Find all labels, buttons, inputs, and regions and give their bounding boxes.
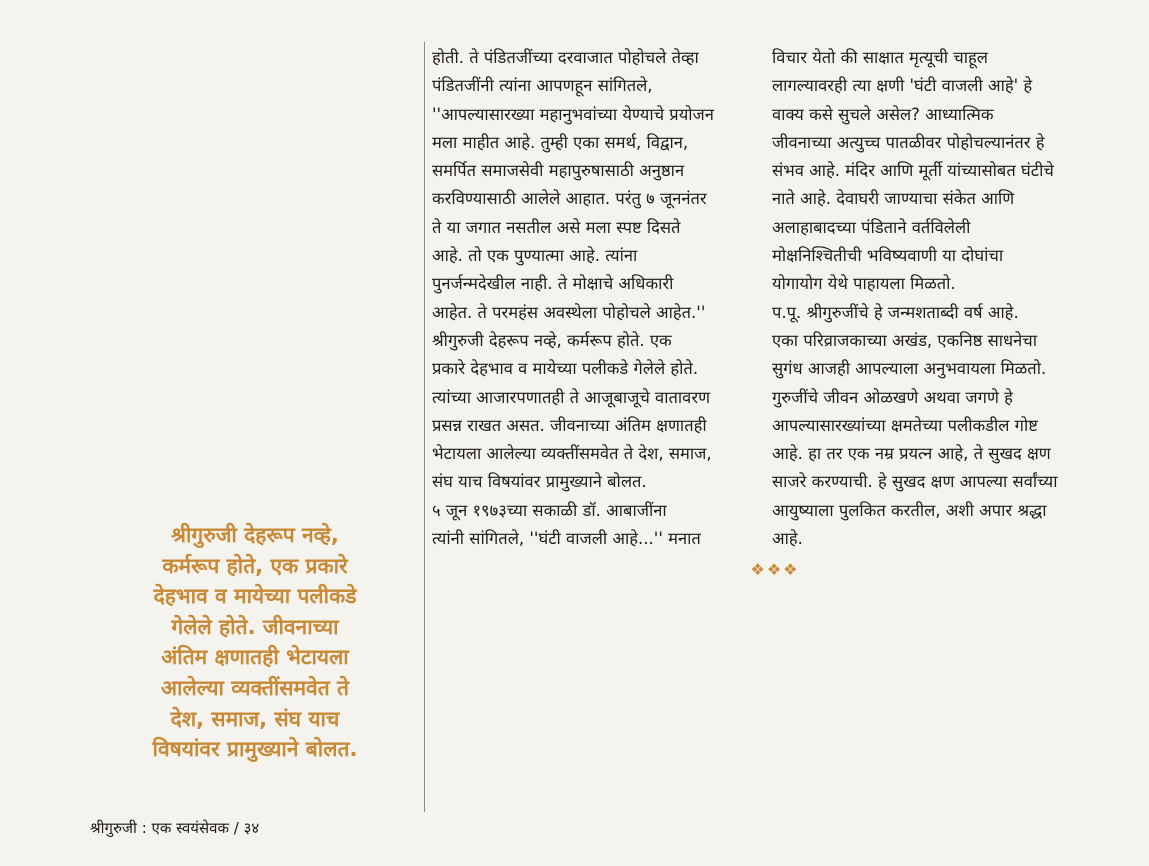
- text-line: आपल्यासारख्यांच्या क्षमतेच्या पलीकडील गोष्ट: [772, 415, 1038, 435]
- pull-quote-line: देश, समाज, संघ याच: [170, 706, 340, 731]
- text-line: विचार येतो की साक्षात मृत्यूची चाहूल: [772, 48, 988, 67]
- text-line: संघ याच विषयांवर प्रामुख्याने बोलत.: [432, 472, 647, 492]
- text-line: पंडितजींनी त्यांना आपणहून सांगितले,: [432, 76, 653, 96]
- text-line: नाते आहे. देवाघरी जाण्याचा संकेत आणि: [772, 189, 1015, 209]
- text-line: करविण्यासाठी आलेले आहात. परंतु ७ जूननंतर: [432, 189, 707, 209]
- text-line: संभव आहे. मंदिर आणि मूर्ती यांच्यासोबत घंटीचे: [772, 161, 1054, 181]
- text-column-right: [772, 44, 1117, 553]
- text-line: भेटायला आलेल्या व्यक्तींसमवेत ते देश, समाज,: [432, 444, 712, 464]
- text-line: प्रसन्न राखत असत. जीवनाच्या अंतिम क्षणातही: [432, 415, 707, 435]
- column-divider: [424, 42, 425, 812]
- text-line: सुगंध आजही आपल्याला अनुभवायला मिळतो.: [772, 359, 1047, 379]
- text-line: आयुष्याला पुलकित करतील, अशी अपार श्रद्धा: [772, 500, 1047, 520]
- text-line: त्यांच्या आजारपणातही ते आजूबाजूचे वातावरण: [432, 387, 711, 407]
- page-footer: श्रीगुरुजी : एक स्वयंसेवक / ३४: [90, 819, 260, 837]
- text-line: ''आपल्यासारख्या महानुभवांच्या येण्याचे प्रयोजन: [432, 104, 714, 124]
- text-line: मला माहीत आहे. तुम्ही एका समर्थ, विद्वान,: [432, 132, 689, 152]
- pull-quote-line: देहभाव व मायेच्या पलीकडे: [153, 584, 357, 609]
- pull-quote-line: विषयांवर प्रामुख्याने बोलत.: [152, 737, 358, 762]
- pull-quote-line: आलेल्या व्यक्तींसमवेत ते: [161, 675, 349, 700]
- text-line: जीवनाच्या अत्युच्च पातळीवर पोहोचल्यानंतर हे: [772, 132, 1045, 152]
- text-line: गुरुजींचे जीवन ओळखणे अथवा जगणे हे: [772, 387, 1013, 407]
- text-line: वाक्य कसे सुचले असेल? आध्यात्मिक: [772, 104, 994, 124]
- text-line: आहे.: [772, 529, 803, 549]
- text-line: प्रकारे देहभाव व मायेच्या पलीकडे गेलेले होते.: [432, 359, 699, 379]
- pull-quote: [100, 520, 410, 765]
- text-column-left: [432, 44, 757, 553]
- text-line: ते या जगात नसतील असे मला स्पष्ट दिसते: [432, 217, 681, 237]
- text-line: आहे. तो एक पुण्यात्मा आहे. त्यांना: [432, 246, 638, 266]
- pull-quote-line: गेलेले होते. जीवनाच्या: [171, 614, 339, 639]
- text-line: अलाहाबादच्या पंडिताने वर्तविलेली: [772, 217, 971, 237]
- text-line: एका परिव्राजकाच्या अखंड, एकनिष्ठ साधनेचा: [772, 330, 1038, 350]
- pull-quote-line: कर्मरूप होते, एक प्रकारे: [162, 553, 348, 578]
- section-end-ornament: ❖❖❖: [750, 560, 800, 579]
- text-line: योगायोग येथे पाहायला मिळतो.: [772, 274, 956, 294]
- pull-quote-line: श्रीगुरुजी देहरूप नव्हे,: [171, 523, 339, 547]
- text-line: होती. ते पंडितजींच्या दरवाजात पोहोचले तेव्हा: [432, 48, 699, 67]
- text-line: श्रीगुरुजी देहरूप नव्हे, कर्मरूप होते. एक: [432, 330, 672, 350]
- text-line: ५ जून १९७३च्या सकाळी डॉ. आबाजींना: [432, 500, 667, 520]
- text-line: समर्पित समाजसेवी महापुरुषासाठी अनुष्ठान: [432, 161, 685, 181]
- text-line: त्यांनी सांगितले, ''घंटी वाजली आहे...'' मनात: [432, 529, 701, 549]
- pull-quote-line: अंतिम क्षणातही भेटायला: [161, 645, 349, 670]
- text-line: लागल्यावरही त्या क्षणी 'घंटी वाजली आहे' हे: [772, 76, 1033, 96]
- text-line: पुनर्जन्मदेखील नाही. ते मोक्षाचे अधिकारी: [432, 274, 674, 294]
- text-line: आहेत. ते परमहंस अवस्थेला पोहोचले आहेत.'': [432, 302, 706, 322]
- text-line: प.पू. श्रीगुरुजींचे हे जन्मशताब्दी वर्ष आहे.: [772, 302, 1019, 322]
- text-line: मोक्षनिश्चितीची भविष्यवाणी या दोघांचा: [772, 246, 1004, 266]
- text-line: आहे. हा तर एक नम्र प्रयत्न आहे, ते सुखद क्षण: [772, 444, 1051, 464]
- text-line: साजरे करण्याची. हे सुखद क्षण आपल्या सर्वांच्या: [772, 472, 1058, 492]
